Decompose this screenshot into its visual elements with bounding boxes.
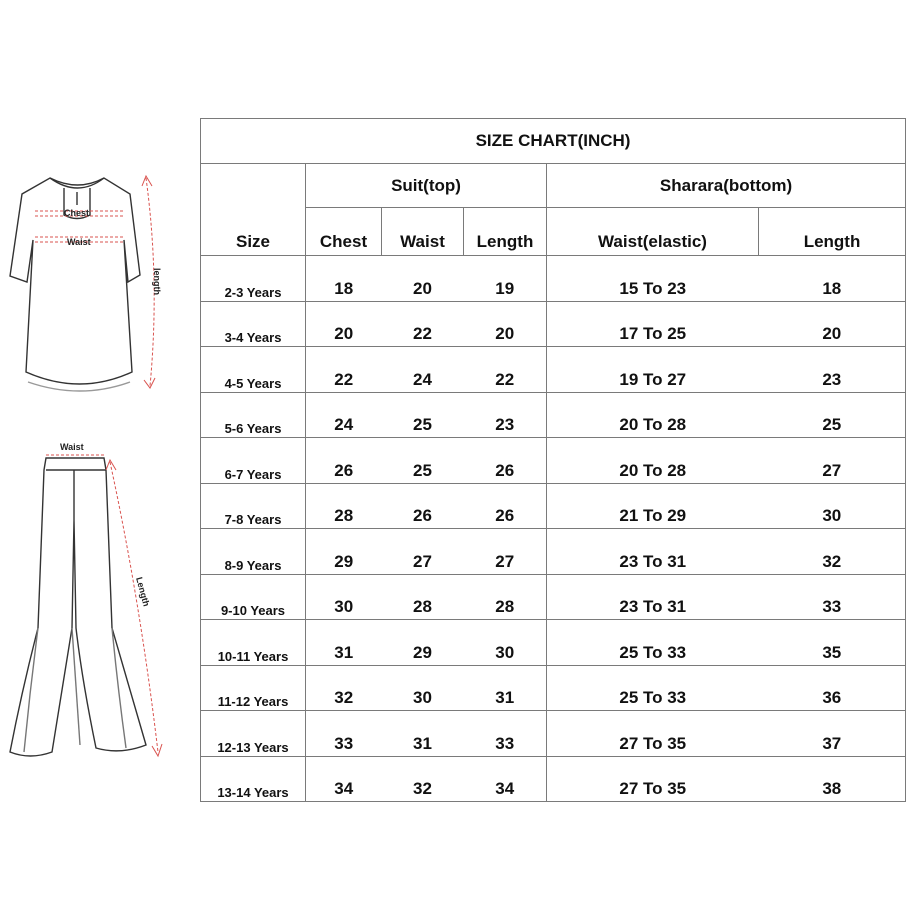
sharara-length-cell: 20 [759, 301, 906, 347]
suit-length-cell: 26 [464, 438, 547, 484]
size-cell: 12-13 Years [201, 711, 306, 757]
suit-length-cell: 26 [464, 483, 547, 529]
suit-waist-cell: 31 [382, 711, 464, 757]
suit-waist-cell: 27 [382, 529, 464, 575]
table-row [201, 301, 906, 347]
sharara-length-cell: 33 [759, 574, 906, 620]
sharara-length-cell: 37 [759, 711, 906, 757]
size-cell: 5-6 Years [201, 392, 306, 438]
suit-waist-cell: 25 [382, 392, 464, 438]
kurta-waist-label: Waist [67, 237, 91, 247]
suit-waist-cell: 29 [382, 620, 464, 666]
chest-cell: 22 [306, 347, 382, 393]
chest-cell: 29 [306, 529, 382, 575]
chest-cell: 32 [306, 665, 382, 711]
suit-waist-cell: 32 [382, 756, 464, 802]
suit-length-cell: 33 [464, 711, 547, 757]
sharara-diagram [10, 458, 146, 756]
chest-cell: 26 [306, 438, 382, 484]
suit-length-cell: 27 [464, 529, 547, 575]
table-row [201, 529, 906, 575]
header-size: Size [201, 164, 306, 256]
chest-cell: 28 [306, 483, 382, 529]
size-cell: 9-10 Years [201, 574, 306, 620]
suit-waist-cell: 24 [382, 347, 464, 393]
size-cell: 3-4 Years [201, 301, 306, 347]
suit-waist-cell: 26 [382, 483, 464, 529]
table-row [201, 665, 906, 711]
suit-waist-cell: 22 [382, 301, 464, 347]
header-suit-waist: Waist [382, 208, 464, 256]
suit-length-cell: 34 [464, 756, 547, 802]
size-cell: 8-9 Years [201, 529, 306, 575]
suit-length-cell: 20 [464, 301, 547, 347]
sharara-length-cell: 36 [759, 665, 906, 711]
sharara-waist-cell: 25 To 33 [547, 665, 759, 711]
header-sharara-length: Length [759, 208, 906, 256]
size-chart-table [200, 118, 906, 802]
sharara-waist-cell: 23 To 31 [547, 529, 759, 575]
sharara-length-cell: 38 [759, 756, 906, 802]
sharara-waist-cell: 20 To 28 [547, 438, 759, 484]
suit-length-cell: 30 [464, 620, 547, 666]
suit-length-cell: 22 [464, 347, 547, 393]
suit-waist-cell: 25 [382, 438, 464, 484]
suit-length-cell: 28 [464, 574, 547, 620]
table-row [201, 347, 906, 393]
group-sharara-bottom: Sharara(bottom) [547, 164, 906, 208]
table-row [201, 620, 906, 666]
sharara-waist-cell: 19 To 27 [547, 347, 759, 393]
chart-title: SIZE CHART(INCH) [201, 119, 906, 164]
sharara-length-cell: 23 [759, 347, 906, 393]
size-cell: 4-5 Years [201, 347, 306, 393]
sharara-length-cell: 35 [759, 620, 906, 666]
header-suit-length: Length [464, 208, 547, 256]
chest-cell: 18 [306, 256, 382, 302]
sharara-waist-cell: 20 To 28 [547, 392, 759, 438]
chest-cell: 34 [306, 756, 382, 802]
size-cell: 6-7 Years [201, 438, 306, 484]
kurta-length-label: length [152, 268, 162, 295]
sharara-length-cell: 32 [759, 529, 906, 575]
sharara-length-cell: 25 [759, 392, 906, 438]
sharara-waist-cell: 27 To 35 [547, 711, 759, 757]
table-row [201, 392, 906, 438]
group-suit-top: Suit(top) [306, 164, 547, 208]
size-cell: 13-14 Years [201, 756, 306, 802]
sharara-length-cell: 27 [759, 438, 906, 484]
header-chest: Chest [306, 208, 382, 256]
sharara-waist-cell: 15 To 23 [547, 256, 759, 302]
suit-waist-cell: 20 [382, 256, 464, 302]
chest-cell: 20 [306, 301, 382, 347]
size-cell: 11-12 Years [201, 665, 306, 711]
size-cell: 10-11 Years [201, 620, 306, 666]
size-cell: 2-3 Years [201, 256, 306, 302]
suit-length-cell: 31 [464, 665, 547, 711]
sharara-waist-label: Waist [60, 442, 84, 452]
chest-cell: 31 [306, 620, 382, 666]
sharara-waist-cell: 17 To 25 [547, 301, 759, 347]
table-row [201, 256, 906, 302]
kurta-chest-label: Chest [64, 208, 90, 218]
chest-cell: 24 [306, 392, 382, 438]
chest-cell: 33 [306, 711, 382, 757]
suit-waist-cell: 30 [382, 665, 464, 711]
table-row [201, 574, 906, 620]
table-row [201, 483, 906, 529]
table-row [201, 438, 906, 484]
header-sharara-waist: Waist(elastic) [547, 208, 759, 256]
sharara-waist-cell: 21 To 29 [547, 483, 759, 529]
table-row [201, 711, 906, 757]
sharara-length-cell: 18 [759, 256, 906, 302]
sharara-length-label: Length [134, 575, 152, 608]
sharara-waist-cell: 27 To 35 [547, 756, 759, 802]
garment-illustration [0, 0, 200, 909]
sharara-waist-cell: 25 To 33 [547, 620, 759, 666]
table-row [201, 756, 906, 802]
sharara-waist-cell: 23 To 31 [547, 574, 759, 620]
chest-cell: 30 [306, 574, 382, 620]
suit-waist-cell: 28 [382, 574, 464, 620]
suit-length-cell: 19 [464, 256, 547, 302]
sharara-length-cell: 30 [759, 483, 906, 529]
suit-length-cell: 23 [464, 392, 547, 438]
size-cell: 7-8 Years [201, 483, 306, 529]
